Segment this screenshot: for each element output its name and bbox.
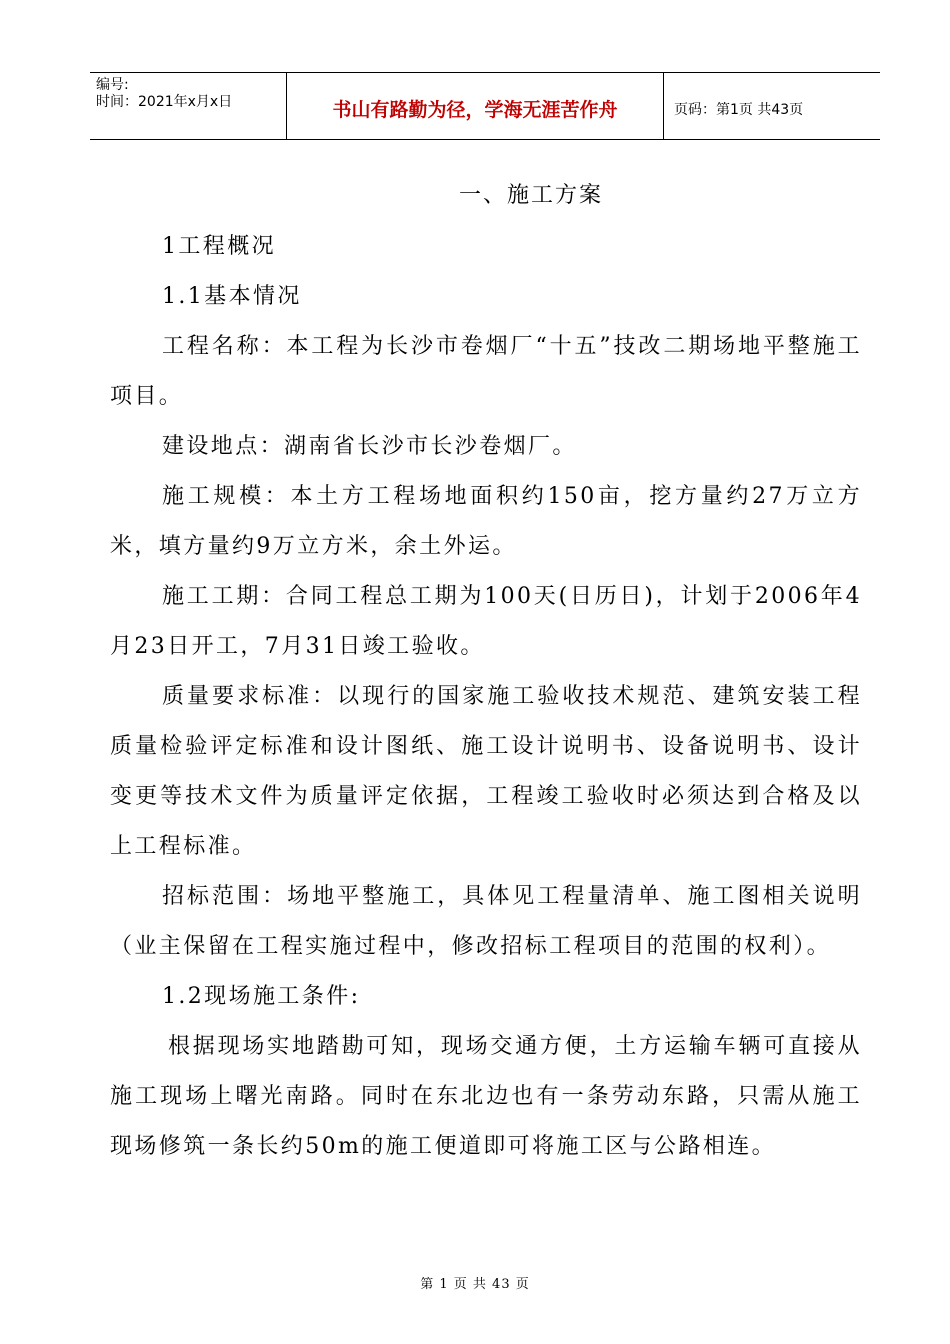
paragraph-location: 建设地点：湖南省长沙市长沙卷烟厂。 <box>162 434 577 459</box>
paragraph-site-conditions: 根据现场实地踏勘可知，现场交通方便，土方运输车辆可直接从施工现场上曙光南路。同时在东北边也有一条劳动东路，只需从施工现场修筑一条长约50m的施工便道即可将施工区与公路相连。 <box>110 1034 862 1159</box>
header-number-label: 编号: <box>96 77 129 93</box>
paragraph-scale: 施工规模：本土方工程场地面积约150亩，挖方量约27万立方米，填方量约9万立方米，余土外运。 <box>110 484 862 559</box>
header-divider <box>663 73 664 139</box>
heading-project-overview: 1工程概况 <box>162 234 276 259</box>
header-page-label: 页码：第1页 共43页 <box>674 102 804 118</box>
paragraph-quality: 质量要求标准：以现行的国家施工验收技术规范、建筑安装工程质量检验评定标准和设计图纸、施工设计说明书、设备说明书、设计变更等技术文件为质量评定依据，工程竣工验收时必须达到合格及以上工程标准。 <box>110 684 862 859</box>
heading-site-conditions: 1.2现场施工条件: <box>162 984 361 1009</box>
page-header <box>90 72 880 140</box>
heading-basic-info: 1.1基本情况 <box>162 284 302 309</box>
paragraph-project-name: 工程名称：本工程为长沙市卷烟厂“十五”技改二期场地平整施工项目。 <box>110 334 862 409</box>
paragraph-schedule: 施工工期：合同工程总工期为100天(日历日)，计划于2006年4月23日开工，7月31日竣工验收。 <box>110 584 862 659</box>
section-title: 一、施工方案 <box>458 183 603 208</box>
paragraph-bid-scope: 招标范围：场地平整施工，具体见工程量清单、施工图相关说明（业主保留在工程实施过程中，修改招标工程项目的范围的权利）。 <box>110 884 862 959</box>
header-time-label: 时间：2021年x月x日 <box>96 94 233 110</box>
page-footer: 第 1 页 共 43 页 <box>420 1277 530 1292</box>
document-body <box>110 170 862 1172</box>
header-meta <box>96 77 232 111</box>
header-motto: 书山有路勤为径，学海无涯苦作舟 <box>332 99 618 121</box>
